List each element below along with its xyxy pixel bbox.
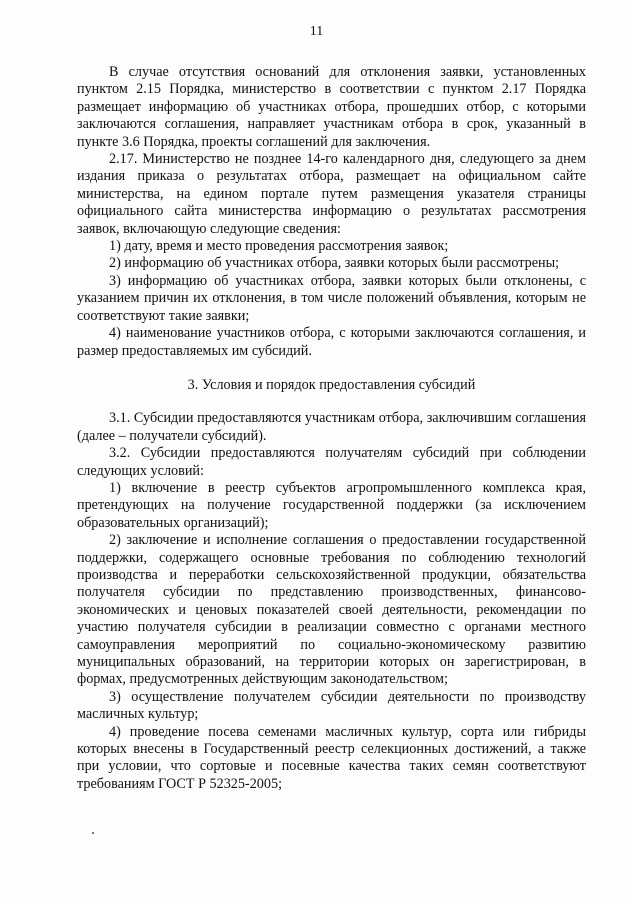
paragraph: 3.2. Субсидии предоставляются получателям субсидий при соблюдении следующих условий: [77, 445, 586, 479]
list-item: 3) осуществление получателем субсидии деятельности по производству масличных культур; [77, 688, 586, 723]
list-item: 1) включение в реестр субъектов агропромышленного комплекса края, претендующих на получение государственной поддержки (за исключением образовательных организаций); [77, 479, 586, 531]
list-item: 2) информацию об участниках отбора, заявки которых были рассмотрены; [109, 255, 560, 272]
page-number: 11 [309, 24, 324, 39]
list-item: 2) заключение и исполнение соглашения о предоставлении государственной поддержки, содержащего основные требования по соблюдению технологий производства и переработки сельскохозяйственной продукции, обязательства получателя субсидии по представлению производственных, финансово-экономических и ценовых показателей своей деятельности, рекомендации по участию получателя субсидии в реализации совместно с органами местного самоуправления мероприятий по социально-экономическому развитию муниципальных образований, на территории которых он зарегистрирован, в формах, предусмотренных действующим законодательством; [77, 532, 586, 688]
paragraph: В случае отсутствия оснований для отклонения заявки, установленных пунктом 2.15 Порядка, министерство в соответствии с пунктом 2.17 Порядка размещает информацию об участниках отбора, прошедших отбор, с которыми заключаются соглашения, направляет участникам отбора в срок, указанный в пункте 3.6 Порядка, проекты соглашений для заключения. [77, 64, 586, 150]
section-heading: 3. Условия и порядок предоставления субсидий [187, 376, 476, 393]
scan-speck [92, 832, 94, 834]
paragraph: 2.17. Министерство не позднее 14-го календарного дня, следующего за днем издания приказа о результатах отбора, размещает на официальном сайте министерства, на едином портале путем размещения указателя страницы официального сайта министерства информацию о результатах рассмотрения заявок, включающую следующие сведения: [77, 151, 586, 237]
list-item: 4) наименование участников отбора, с которыми заключаются соглашения, и размер предоставляемых им субсидий. [77, 325, 586, 359]
document-body [77, 64, 586, 793]
list-item: 4) проведение посева семенами масличных культур, сорта или гибриды которых внесены в Государственный реестр селекционных достижений, а также при условии, что сортовые и посевные качества таких семян соответствуют требованиям ГОСТ Р 52325-2005; [77, 723, 586, 792]
list-item: 3) информацию об участниках отбора, заявки которых были отклонены, с указанием причин их отклонения, в том числе положений объявления, которым не соответствуют такие заявки; [77, 272, 586, 324]
paragraph: 3.1. Субсидии предоставляются участникам отбора, заключившим соглашения (далее – получатели субсидий). [77, 410, 586, 444]
list-item: 1) дату, время и место проведения рассмотрения заявок; [109, 238, 449, 255]
